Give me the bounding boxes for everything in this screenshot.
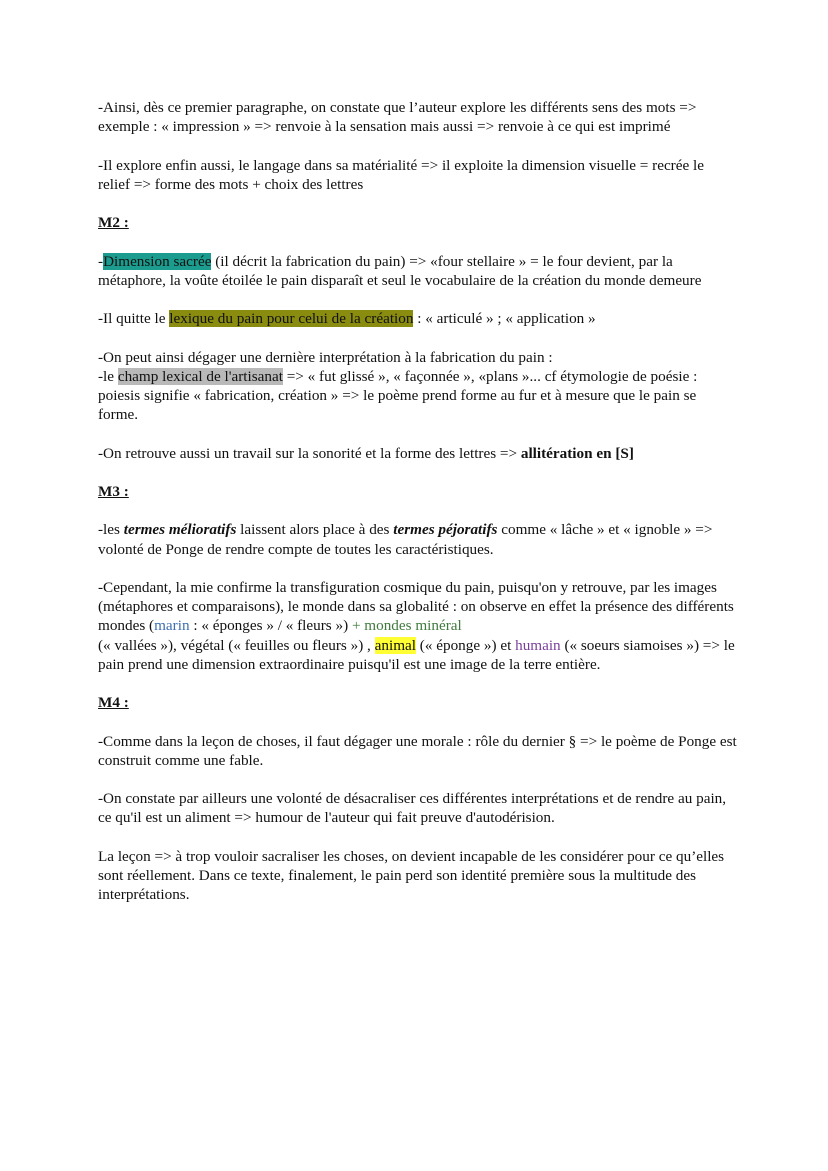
m3-p2-text-2: : « éponges » / « fleurs ») — [189, 617, 349, 635]
word-mondes-mineral: + mondes minéral — [348, 617, 462, 635]
m4-paragraph-1: -Comme dans la leçon de choses, il faut dégager une morale : rôle du dernier § => le poème de Ponge est construit comme une fable. — [98, 732, 737, 769]
m4-paragraph-3: La leçon => à trop vouloir sacraliser les choses, on devient incapable de les considérer pour ce qu’elles sont réellement. Dans ce texte, finalement, le pain perd son identité première sous la multitude des interprétations. — [98, 847, 725, 904]
highlight-champ-lexical: champ lexical de l'artisanat — [117, 367, 283, 385]
m3-p2-text-4: (« éponge ») et — [415, 636, 516, 654]
highlight-lexique-du-pain: lexique du pain pour celui de la création — [169, 310, 414, 328]
section-heading-m4: M4 : — [98, 694, 129, 712]
intro-paragraph-1: -Ainsi, dès ce premier paragraphe, on constate que l’auteur explore les différents sens des mots => exemple : « impression » => renvoie à la sensation mais aussi => renvoie à ce qui est imprimé — [98, 99, 697, 136]
section-heading-m2: M2 : — [98, 214, 129, 232]
m3-p1-text-3: comme « lâche » et « ignoble » => volonté de Ponge de rendre compte de toutes les caractéristiques. — [98, 521, 713, 558]
section-heading-m3: M3 : — [98, 482, 129, 500]
m2-p4-text: -On retrouve aussi un travail sur la sonorité et la forme des lettres => — [98, 444, 521, 462]
m3-p2-text-1: -Cependant, la mie confirme la transfiguration cosmique du pain, puisqu'on y retrouve, par les images (métaphores et comparaisons), le monde dans sa globalité : on observe en effet la présence des différents mondes ( — [98, 578, 734, 635]
m3-paragraph-1 — [98, 520, 738, 558]
intro-paragraph-2: -Il explore enfin aussi, le langage dans sa matérialité => il exploite la dimension visuelle = recrée le relief => forme des mots + choix des lettres — [98, 156, 704, 193]
m3-p1-meliorative: termes mélioratifs — [123, 521, 237, 539]
highlight-animal: animal — [374, 636, 416, 654]
m2-p3-after: => « fut glissé », « façonnée », «plans »... cf étymologie de poésie : poiesis signifie « fabrication, création » => le poème prend forme au fur et à mesure que le pain se forme. — [98, 367, 698, 424]
m3-p1-text-2: laissent alors place à des — [236, 521, 394, 539]
m3-paragraph-2 — [98, 578, 738, 674]
m2-p1-dash: - — [98, 252, 104, 270]
m2-p3-line1: -On peut ainsi dégager une dernière interprétation à la fabrication du pain : — [98, 348, 553, 366]
m3-p1-text-1: -les — [98, 521, 124, 539]
m2-p1-text: (il décrit la fabrication du pain) => «four stellaire » = le four devient, par la métaphore, la voûte étoilée le pain disparaît et seul le vocabulaire de la création du monde demeure — [98, 252, 702, 289]
m2-p2-after: : « articulé » ; « application » — [413, 310, 596, 328]
highlight-dimension-sacree: Dimension sacrée — [103, 252, 212, 270]
m3-p2-text-5: (« soeurs siamoises ») => le pain prend une dimension extraordinaire puisqu'il est une image de la terre entière. — [98, 636, 735, 673]
word-marin: marin — [154, 617, 190, 635]
m2-paragraph-1 — [98, 252, 738, 290]
m2-paragraph-2 — [98, 309, 738, 328]
word-humain: humain — [515, 636, 561, 654]
m3-p1-pejorative: termes péjoratifs — [393, 521, 498, 539]
m3-p2-text-3: (« vallées »), végétal (« feuilles ou fleurs ») , — [98, 636, 375, 654]
m2-p2-before: -Il quitte le — [98, 310, 170, 328]
m2-p3-before: -le — [98, 367, 118, 385]
m2-paragraph-3 — [98, 348, 738, 425]
m4-paragraph-2: -On constate par ailleurs une volonté de désacraliser ces différentes interprétations et de rendre au pain, ce qu'il est un aliment => humour de l'auteur qui fait preuve d'autodérision. — [98, 790, 727, 827]
m2-p4-bold: allitération en [S] — [520, 444, 634, 462]
m2-paragraph-4 — [98, 444, 738, 463]
